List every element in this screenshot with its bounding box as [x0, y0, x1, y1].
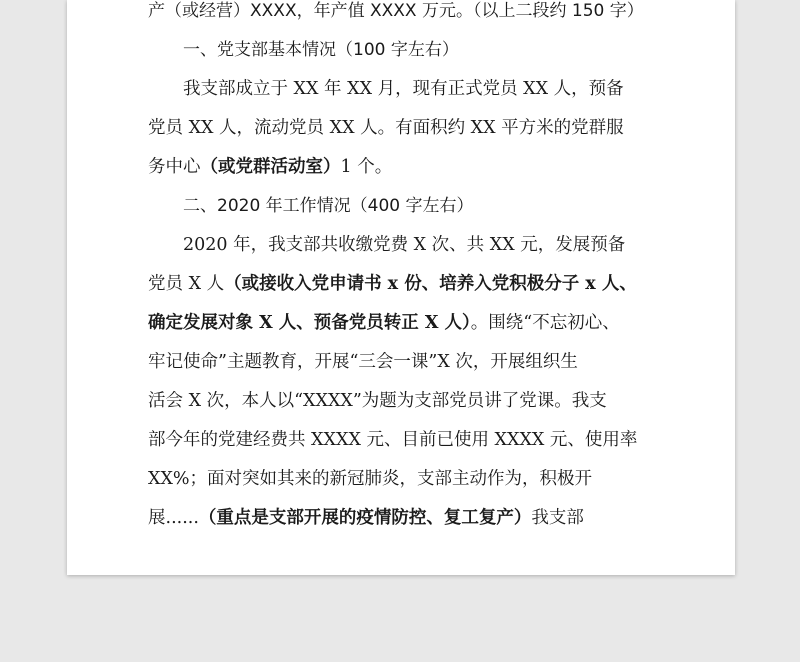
para1-text-3a: 务中心 — [148, 157, 201, 177]
para2-text-7: XX%；面对突如其来的新冠肺炎，支部主动作为，积极开 — [148, 469, 593, 489]
paragraph-2-line-4 — [148, 343, 654, 382]
heading-2-text: 二、2020 年工作情况（400 字左右） — [183, 196, 474, 216]
para2-text-6: 部今年的党建经费共 XXXX 元、目前已使用 XXXX 元、使用率 — [148, 430, 638, 450]
document-body — [148, 0, 654, 538]
paragraph-2-line-3 — [148, 304, 654, 343]
intro-line — [148, 0, 654, 27]
paragraph-1-line-3 — [148, 148, 654, 187]
paragraph-2-line-8 — [148, 499, 654, 538]
para1-text-2: 党员 XX 人，流动党员 XX 人。有面积约 XX 平方米的党群服 — [148, 118, 624, 138]
para2-text-2a: 党员 X 人 — [148, 274, 225, 294]
para1-text-1: 我支部成立于 XX 年 XX 月，现有正式党员 XX 人，预备 — [183, 79, 624, 99]
section-heading-1 — [148, 31, 654, 70]
para2-text-2b: （或接收入党申请书 x 份、培养入党积极分子 x 人、 — [224, 274, 637, 294]
paragraph-2-line-1 — [148, 226, 654, 265]
document-page — [67, 0, 735, 575]
paragraph-2-line-6 — [148, 421, 654, 460]
paragraph-1-line-2 — [148, 109, 654, 148]
para2-text-1: 2020 年，我支部共收缴党费 X 次、共 XX 元，发展预备 — [183, 235, 626, 255]
paragraph-2-line-7 — [148, 460, 654, 499]
heading-1-text: 一、党支部基本情况（100 字左右） — [183, 40, 459, 60]
para2-text-3a: 确定发展对象 X 人、预备党员转正 X 人） — [148, 313, 471, 333]
para1-text-3c: 1 个。 — [340, 157, 393, 177]
paragraph-2-line-5 — [148, 382, 654, 421]
section-heading-2 — [148, 187, 654, 226]
para2-text-8a: 展...... — [148, 508, 199, 528]
para2-text-8b: （重点是支部开展的疫情防控、复工复产） — [198, 508, 532, 528]
para2-text-4: 牢记使命”主题教育，开展“三会一课”X 次，开展组织生 — [148, 352, 578, 372]
para1-text-3b: （或党群活动室） — [200, 157, 341, 177]
para2-text-3b: 。围绕“不忘初心、 — [470, 313, 620, 333]
para2-text-5: 活会 X 次，本人以“XXXX”为题为支部党员讲了党课。我支 — [148, 391, 607, 411]
paragraph-2-line-2 — [148, 265, 654, 304]
paragraph-1-line-1 — [148, 70, 654, 109]
intro-text: 产（或经营）XXXX，年产值 XXXX 万元。（以上二段约 150 字） — [148, 1, 644, 21]
para2-text-8c: 我支部 — [531, 508, 584, 528]
